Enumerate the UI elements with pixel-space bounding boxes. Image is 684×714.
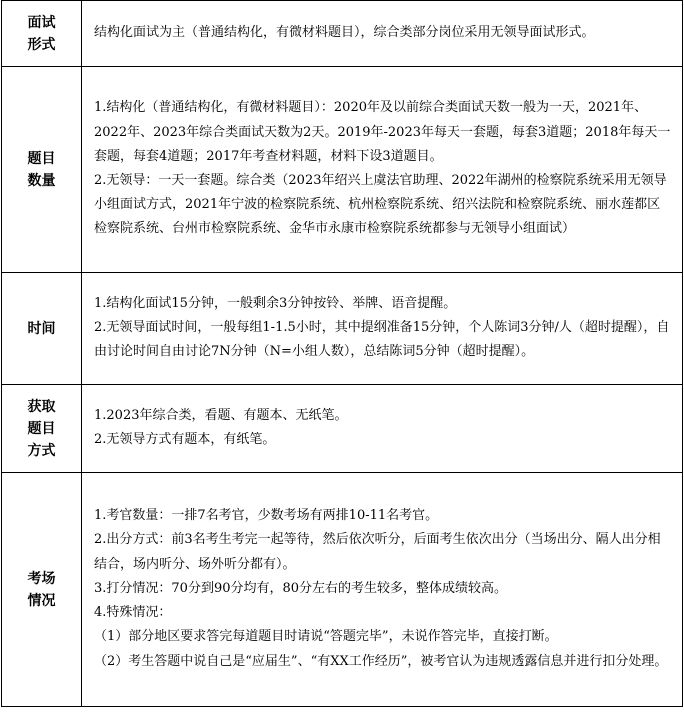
table-row-question-count — [2, 67, 683, 273]
table-row-time — [2, 273, 683, 385]
paragraph: 2.出分方式：前3名考生考完一起等待，然后依次听分，后面考生依次出分（当场出分、隔人出分相结合，场内听分、场外听分都有）。 — [94, 532, 661, 572]
paragraph: 1.结构化面试15分钟，一般剩余3分钟按铃、举牌、语音提醒。 — [94, 295, 457, 311]
row-content-time — [82, 273, 683, 385]
row-header-exam-room — [2, 473, 82, 707]
row-header-line: 方式 — [27, 442, 56, 459]
row-header-time — [2, 273, 82, 385]
row-header-line: 形式 — [27, 36, 56, 53]
row-header-line: 获取 — [27, 398, 56, 415]
paragraph: 1.考官数量：一排7名考官，少数考场有两排10-11名考官。 — [94, 508, 439, 524]
paragraph: 4.特殊情况： — [94, 605, 172, 621]
paragraph: （1）部分地区要求答完每道题目时请说“答题完毕”，未说作答完毕，直接打断。 — [94, 629, 558, 645]
table-row-exam-room — [2, 473, 683, 707]
paragraph: （2）考生答题中说自己是“应届生”、“有XX工作经历”，被考官认为违规透露信息并进行扣分处理。 — [94, 653, 668, 669]
table-row-format — [2, 1, 683, 67]
row-content-exam-room — [82, 473, 683, 707]
row-header-line: 时间 — [27, 320, 56, 337]
paragraph: 1.结构化（普通结构化，有微材料题目）：2020年及以前综合类面试天数一般为一天，2021年、2022年、2023年综合类面试天数为2天。2019年-2023年每天一套题，每套3道题；2018年每天一套题，每套4道题；2017年考查材料题，材料下设3道题目。 — [94, 100, 671, 164]
row-header-line: 数量 — [27, 172, 56, 189]
row-content-question-count — [82, 67, 683, 273]
row-header-question-count — [2, 67, 82, 273]
paragraph: 2.无领导面试时间，一般每组1-1.5小时，其中提纲准备15分钟，个人陈词3分钟/人（超时提醒），自由讨论时间自由讨论7N分钟（N=小组人数），总结陈词5分钟（超时提醒）。 — [94, 319, 670, 360]
paragraph: 2.无领导：一天一套题。综合类（2023年绍兴上虞法官助理、2022年湖州的检察院系统采用无领导小组面试方式，2021年宁波的检察院系统、杭州检察院系统、绍兴法院和检察院系统、丽水莲都区检察院系统、台州市检察院系统、金华市永康市检察院系统都参与无领导小组面试） — [94, 173, 667, 237]
row-header-line: 面试 — [27, 14, 56, 31]
row-header-line: 题目 — [27, 420, 56, 437]
row-header-line: 情况 — [27, 592, 56, 609]
row-header-line: 考场 — [27, 570, 56, 587]
row-header-question-access — [2, 385, 82, 473]
paragraph: 3.打分情况：70分到90分均有，80分左右的考生较多，整体成绩较高。 — [94, 580, 508, 596]
interview-info-table — [1, 0, 683, 707]
table-row-question-access — [2, 385, 683, 473]
paragraph: 2.无领导方式有题本，有纸笔。 — [94, 432, 276, 447]
row-content-question-access — [82, 385, 683, 473]
paragraph: 结构化面试为主（普通结构化，有微材料题目），综合类部分岗位采用无领导面试形式。 — [94, 24, 595, 40]
paragraph: 1.2023年综合类，看题、有题本、无纸笔。 — [94, 407, 348, 423]
row-header-format — [2, 1, 82, 67]
row-content-format — [82, 1, 683, 67]
row-header-line: 题目 — [27, 150, 56, 167]
